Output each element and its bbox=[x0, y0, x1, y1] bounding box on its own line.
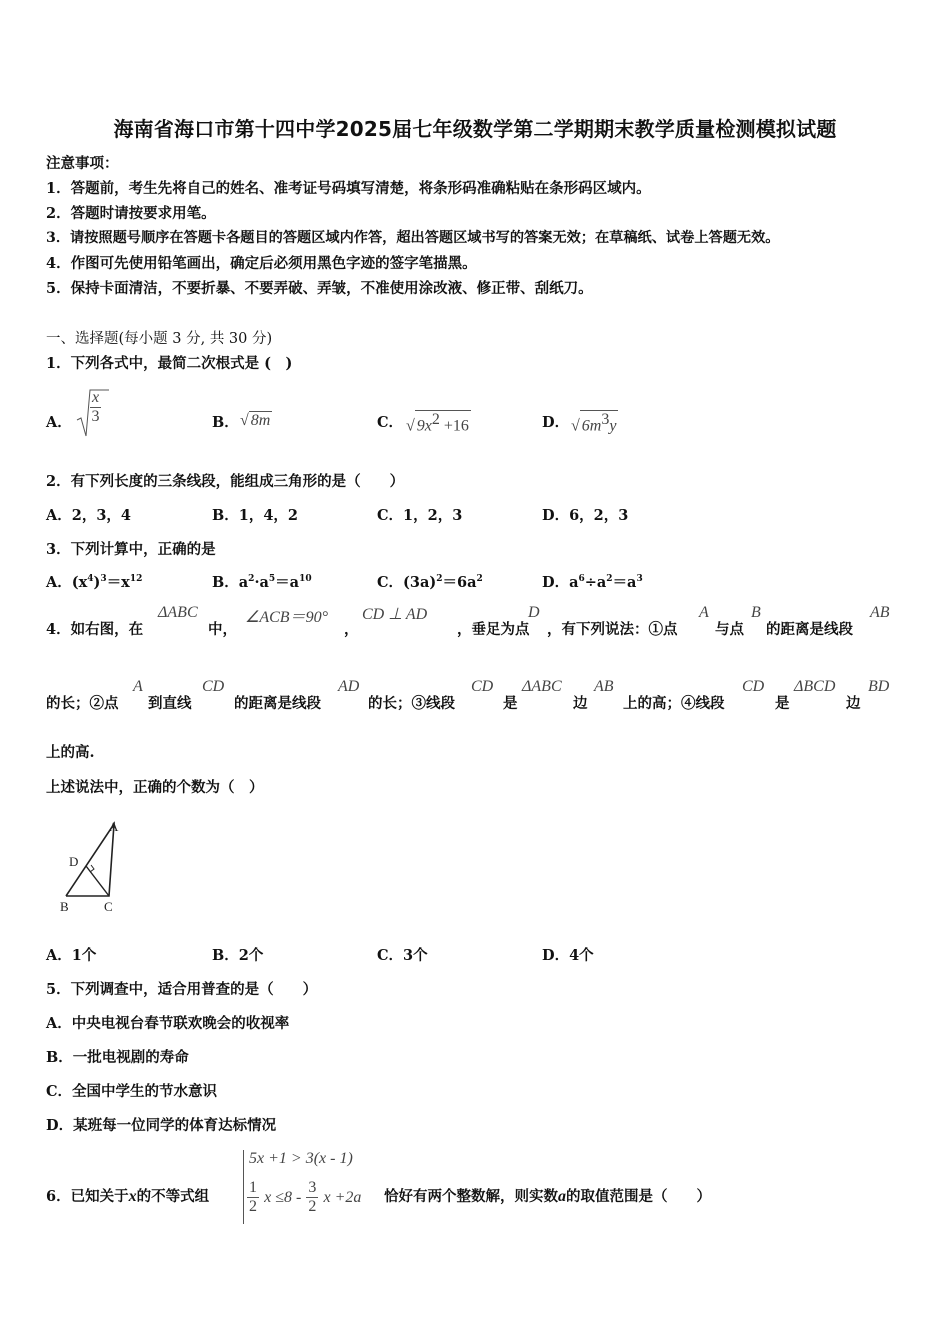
q4-text: 4．如右图，在 bbox=[46, 621, 144, 638]
q6-var: x bbox=[128, 1188, 137, 1205]
q4-text: 中， bbox=[208, 621, 237, 638]
exponent: 12 bbox=[129, 574, 143, 585]
q4-math: A bbox=[133, 678, 143, 695]
q4-math: CD bbox=[742, 678, 765, 695]
q6-text bbox=[384, 1185, 711, 1206]
q4-text: ，有下列说法：①点 bbox=[547, 621, 678, 638]
q4-text: 的长；③线段 bbox=[368, 695, 455, 712]
q3-option-d bbox=[542, 571, 643, 592]
q6-text-part: 的取值范围是（ ） bbox=[566, 1188, 711, 1205]
q4-text: 的距离是线段 bbox=[766, 621, 853, 638]
q4-math: A bbox=[699, 604, 709, 621]
q4-math: ΔABC bbox=[158, 604, 198, 621]
q5-option-a: A．中央电视台春节联欢晚会的收视率 bbox=[46, 1015, 290, 1032]
q1-option-d-label: D． bbox=[542, 414, 570, 431]
section-heading: 一、选择题(每小题 3 分, 共 30 分) bbox=[46, 331, 273, 347]
expr-part: ＝a bbox=[612, 574, 637, 591]
fraction-numerator: 1 bbox=[249, 1179, 257, 1196]
q1-option-c-label: C． bbox=[377, 414, 404, 431]
q4-math: CD bbox=[471, 678, 494, 695]
fraction-denominator: 2 bbox=[308, 1198, 317, 1215]
inequality-part: x +2a bbox=[323, 1189, 362, 1206]
question-2-stem: 2．有下列长度的三条线段，能组成三角形的是（ ） bbox=[46, 473, 405, 490]
q3-option-b bbox=[212, 571, 312, 592]
q4-math: ΔABC bbox=[522, 678, 562, 695]
figure-label-c: C bbox=[104, 899, 113, 914]
q4-math: CD ⊥ AD bbox=[362, 606, 428, 623]
notice-heading: 注意事项： bbox=[46, 155, 119, 172]
q4-math: B bbox=[751, 604, 761, 621]
option-label: C． bbox=[377, 574, 404, 591]
exponent: 2 bbox=[436, 574, 443, 585]
exponent: 4 bbox=[87, 574, 94, 585]
exponent: 6 bbox=[578, 574, 585, 585]
expr-part: ＝a bbox=[275, 574, 300, 591]
fraction-denominator: 2 bbox=[249, 1198, 257, 1215]
q4-text: 与点 bbox=[715, 621, 744, 638]
exponent: 2 bbox=[606, 574, 613, 585]
expr-part: ＝x bbox=[106, 574, 130, 591]
q1-option-d-expr: √ $6m^3y$ bbox=[571, 411, 617, 435]
q4-math: AD bbox=[338, 678, 360, 695]
q3-option-a bbox=[46, 571, 142, 592]
expr-part: a bbox=[569, 574, 579, 591]
q4-text: 上的高. bbox=[46, 744, 95, 761]
expr-part: ＝6a bbox=[442, 574, 477, 591]
option-label: D． bbox=[542, 574, 570, 591]
q4-math: AB bbox=[594, 678, 614, 695]
question-5-stem: 5．下列调查中，适合用普查的是（ ） bbox=[46, 981, 318, 998]
q2-option-d: D．6，2，3 bbox=[542, 507, 629, 524]
q4-math: AB bbox=[870, 604, 890, 621]
fraction-denominator: 3 bbox=[91, 408, 100, 425]
notice-item: 3．请按照题号顺序在答题卡各题目的答题区域内作答，超出答题区域书写的答案无效；在草稿纸、试卷上答题无效。 bbox=[46, 230, 780, 246]
exponent: 10 bbox=[299, 574, 312, 585]
q4-text: 上述说法中，正确的个数为（ ） bbox=[46, 779, 264, 796]
question-1-stem: 1．下列各式中，最简二次根式是 ( ) bbox=[46, 355, 293, 372]
option-label: A． bbox=[46, 574, 72, 591]
notice-item: 5．保持卡面清洁，不要折暴、不要弄破、弄皱，不准使用涂改液、修正带、刮纸刀。 bbox=[46, 280, 593, 297]
q2-option-b: B．1，4，2 bbox=[212, 507, 299, 524]
page-title: 海南省海口市第十四中学2025届七年级数学第二学期期末教学质量检测模拟试题 bbox=[113, 117, 837, 141]
expr-part: ÷a bbox=[584, 574, 607, 591]
q4-text: 的长；②点 bbox=[46, 695, 119, 712]
expr-part: (x bbox=[71, 574, 88, 591]
q1-option-c-expr: √ $9x^2 +16$ bbox=[406, 411, 469, 435]
q4-option-c: C．3个 bbox=[377, 947, 428, 964]
q3-option-c bbox=[377, 571, 483, 592]
q6-text-part: 的不等式组 bbox=[136, 1188, 210, 1205]
inequality-2 bbox=[247, 1180, 361, 1215]
expr-part: ) bbox=[93, 574, 101, 591]
exponent: 2 bbox=[476, 574, 483, 585]
inequality-1: 5x +1 > 3(x - 1) bbox=[249, 1150, 353, 1167]
q5-option-d: D．某班每一位同学的体育达标情况 bbox=[46, 1117, 277, 1134]
notice-item: 4．作图可先使用铅笔画出，确定后必须用黑色字迹的签字笔描黑。 bbox=[46, 255, 477, 272]
exponent: 2 bbox=[431, 411, 440, 428]
q6-text-part: 6．已知关于 bbox=[46, 1188, 129, 1205]
q4-text: ， bbox=[344, 621, 359, 638]
exponent: 5 bbox=[268, 574, 276, 585]
q1-option-b-label: B． bbox=[212, 414, 239, 431]
q6-text-part: 恰好有两个整数解，则实数 bbox=[384, 1188, 558, 1205]
q4-math: BD bbox=[868, 678, 890, 695]
q1-option-a-label: A． bbox=[46, 414, 72, 431]
option-label: B． bbox=[212, 574, 239, 591]
question-3-stem: 3．下列计算中，正确的是 bbox=[46, 541, 216, 558]
figure-label-b: B bbox=[60, 899, 69, 914]
q4-text: 是 bbox=[775, 695, 790, 712]
q2-option-a: A．2，3，4 bbox=[46, 507, 132, 524]
q4-text: ，垂足为点 bbox=[457, 621, 530, 638]
q4-text: 边 bbox=[846, 695, 861, 712]
fraction-numerator: x bbox=[92, 389, 100, 406]
q4-option-a: A．1个 bbox=[46, 947, 97, 964]
triangle-figure bbox=[46, 816, 136, 916]
expr-part: a bbox=[238, 574, 249, 591]
exponent: 2 bbox=[248, 574, 255, 585]
q2-option-c: C．1，2，3 bbox=[377, 507, 463, 524]
q4-math: ∠ACB＝90° bbox=[245, 609, 328, 626]
q4-math: D bbox=[528, 604, 540, 621]
exponent: 3 bbox=[636, 574, 643, 585]
exponent: 3 bbox=[601, 411, 610, 428]
q4-math: ΔBCD bbox=[794, 678, 836, 695]
figure-label-a: A bbox=[109, 819, 119, 834]
figure-label-d: D bbox=[69, 854, 79, 869]
q5-option-c: C．全国中学生的节水意识 bbox=[46, 1083, 218, 1100]
radicand: 8m bbox=[250, 412, 271, 429]
q4-math: CD bbox=[202, 678, 225, 695]
notice-item: 2．答题时请按要求用笔。 bbox=[46, 205, 216, 222]
q4-text: 到直线 bbox=[148, 695, 192, 712]
q5-option-b: B．一批电视剧的寿命 bbox=[46, 1049, 189, 1066]
system-brace-icon bbox=[243, 1150, 244, 1224]
radicand-tail: +16 bbox=[439, 417, 469, 435]
q4-text: 边 bbox=[573, 695, 588, 712]
q4-option-d: D．4个 bbox=[542, 947, 594, 964]
q4-text: 的距离是线段 bbox=[234, 695, 321, 712]
fraction-numerator: 3 bbox=[308, 1179, 317, 1196]
radicand-tail: y bbox=[609, 417, 617, 435]
q4-option-b: B．2个 bbox=[212, 947, 264, 964]
q6-text bbox=[46, 1185, 209, 1206]
q6-var: a bbox=[558, 1188, 566, 1205]
q1-option-b-expr: √ 8m bbox=[240, 412, 271, 429]
exponent: 3 bbox=[100, 574, 107, 585]
q4-text: 是 bbox=[503, 695, 518, 712]
expr-part: (3a) bbox=[403, 574, 437, 591]
inequality-part: x ≤8 - bbox=[264, 1189, 302, 1206]
q4-text: 上的高；④线段 bbox=[623, 695, 725, 712]
expr-part: ·a bbox=[254, 574, 269, 591]
notice-item: 1．答题前，考生先将自己的姓名、准考证号码填写清楚，将条形码准确粘贴在条形码区域内。 bbox=[46, 180, 651, 197]
radicand: 9x bbox=[416, 417, 432, 435]
radicand: 6m bbox=[581, 417, 602, 435]
